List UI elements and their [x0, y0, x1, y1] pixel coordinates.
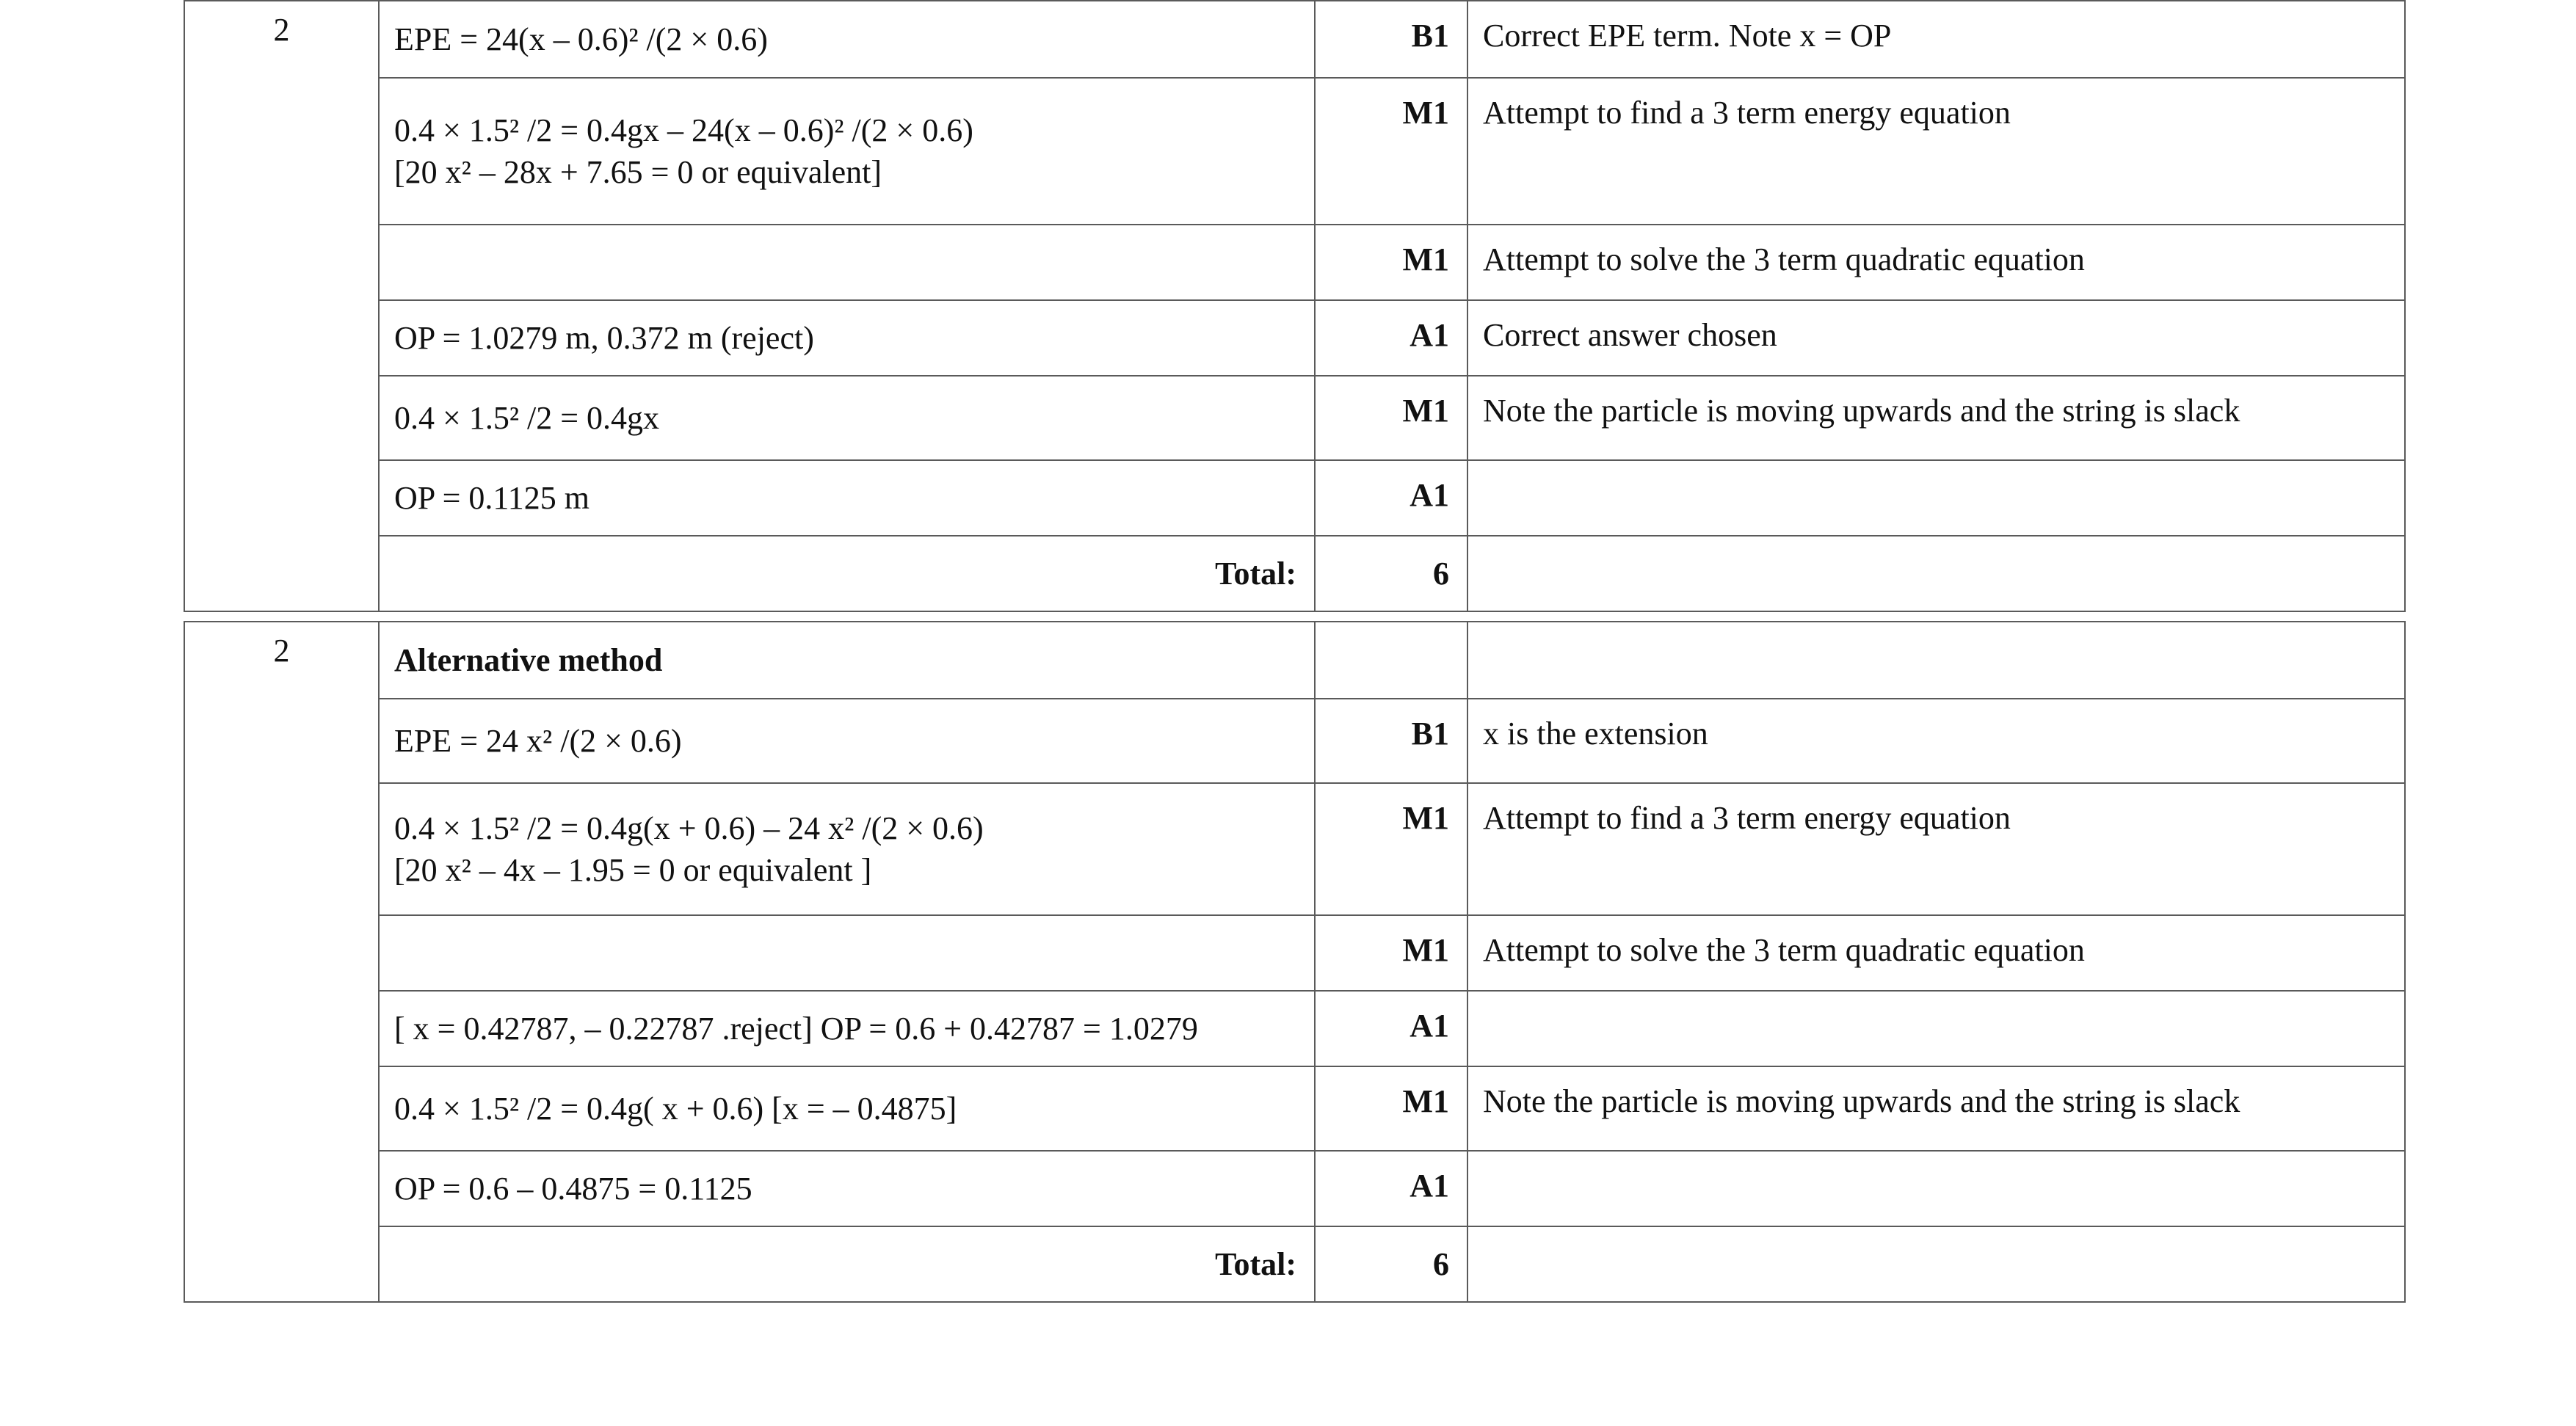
answer-cell: OP = 0.6 – 0.4875 = 0.1125: [379, 1151, 1315, 1226]
guidance-cell: Attempt to find a 3 term energy equation: [1467, 783, 2405, 915]
table-row: [184, 225, 2405, 300]
total-value: 6: [1315, 536, 1467, 611]
guidance-cell: Attempt to solve the 3 term quadratic equation: [1467, 915, 2405, 991]
table-row: [184, 622, 2405, 699]
guidance-cell: Attempt to find a 3 term energy equation: [1467, 78, 2405, 225]
table-row: [184, 376, 2405, 460]
table-row: [184, 991, 2405, 1066]
answer-cell: [379, 225, 1315, 300]
answer-cell: OP = 0.1125 m: [379, 460, 1315, 536]
answer-line: 0.4 × 1.5² /2 = 0.4g(x + 0.6) – 24 x² /(2 × 0.6): [394, 810, 984, 846]
mark-cell: A1: [1315, 460, 1467, 536]
guidance-cell: Note the particle is moving upwards and the string is slack: [1467, 376, 2405, 460]
answer-line: [20 x² – 28x + 7.65 = 0 or equivalent]: [394, 154, 882, 190]
guidance-cell: Correct answer chosen: [1467, 300, 2405, 376]
answer-cell: EPE = 24 x² /(2 × 0.6): [379, 699, 1315, 783]
mark-cell: A1: [1315, 300, 1467, 376]
section-heading: Alternative method: [379, 622, 1315, 699]
mark-cell: A1: [1315, 991, 1467, 1066]
answer-line: EPE = 24(x – 0.6)² /(2 × 0.6): [394, 21, 768, 57]
table-row: [184, 300, 2405, 376]
mark-cell: [1315, 622, 1467, 699]
table-row: [184, 783, 2405, 915]
mark-cell: A1: [1315, 1151, 1467, 1226]
guidance-cell: [1467, 1151, 2405, 1226]
answer-cell: OP = 1.0279 m, 0.372 m (reject): [379, 300, 1315, 376]
answer-cell: [379, 783, 1315, 915]
mark-scheme-table: [184, 0, 2406, 1303]
table-row: [184, 915, 2405, 991]
total-row: [184, 536, 2405, 611]
total-label: Total:: [379, 1226, 1315, 1302]
guidance-cell: x is the extension: [1467, 699, 2405, 783]
table-row: [184, 78, 2405, 225]
answer-cell: [379, 78, 1315, 225]
guidance-cell: Note the particle is moving upwards and the string is slack: [1467, 1066, 2405, 1151]
mark-cell: M1: [1315, 225, 1467, 300]
guidance-cell: Correct EPE term. Note x = OP: [1467, 1, 2405, 78]
mark-scheme: [184, 0, 2404, 1303]
mark-cell: B1: [1315, 1, 1467, 78]
table-row: [184, 460, 2405, 536]
answer-cell: 0.4 × 1.5² /2 = 0.4g( x + 0.6) [x = – 0.4875]: [379, 1066, 1315, 1151]
guidance-cell: [1467, 1226, 2405, 1302]
section-divider: [184, 611, 2405, 622]
answer-cell: [379, 1, 1315, 78]
question-number: 2: [184, 622, 379, 1302]
total-row: [184, 1226, 2405, 1302]
table-row: [184, 1066, 2405, 1151]
answer-cell: 0.4 × 1.5² /2 = 0.4gx: [379, 376, 1315, 460]
mark-cell: M1: [1315, 783, 1467, 915]
answer-line: 0.4 × 1.5² /2 = 0.4gx – 24(x – 0.6)² /(2 × 0.6): [394, 112, 973, 148]
guidance-cell: Attempt to solve the 3 term quadratic equation: [1467, 225, 2405, 300]
table-row: [184, 699, 2405, 783]
guidance-cell: [1467, 991, 2405, 1066]
guidance-cell: [1467, 460, 2405, 536]
guidance-cell: [1467, 622, 2405, 699]
guidance-cell: [1467, 536, 2405, 611]
mark-cell: M1: [1315, 1066, 1467, 1151]
mark-cell: M1: [1315, 376, 1467, 460]
answer-cell: [ x = 0.42787, – 0.22787 .reject] OP = 0.6 + 0.42787 = 1.0279: [379, 991, 1315, 1066]
mark-cell: M1: [1315, 78, 1467, 225]
total-label: Total:: [379, 536, 1315, 611]
table-row: [184, 1, 2405, 78]
mark-cell: M1: [1315, 915, 1467, 991]
answer-line: [20 x² – 4x – 1.95 = 0 or equivalent ]: [394, 852, 872, 888]
total-value: 6: [1315, 1226, 1467, 1302]
question-number: 2: [184, 1, 379, 611]
table-row: [184, 1151, 2405, 1226]
mark-cell: B1: [1315, 699, 1467, 783]
answer-cell: [379, 915, 1315, 991]
